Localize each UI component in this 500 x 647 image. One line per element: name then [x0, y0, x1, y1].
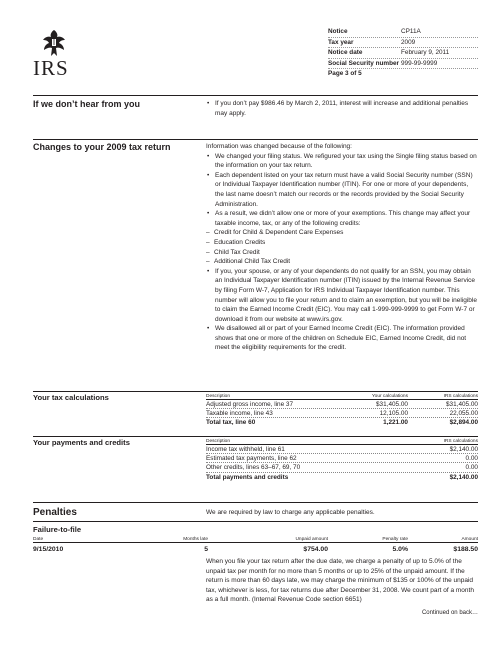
- section-divider: [33, 95, 478, 96]
- bullet-item: • We disallowed all or part of your Earned Income Credit (EIC). The information provided shows that one or more of the children on Schedule EIC, Earned Income Credit, did not meet the eligibility requirements for the credit.: [206, 324, 478, 353]
- section-divider: [33, 502, 478, 503]
- table-total-row: Total tax, line 60 1,221.00 $2,894.00: [206, 419, 478, 427]
- section-title-if-no-response: If we don’t hear from you: [33, 99, 141, 109]
- credit-item: – Additional Child Tax Credit: [206, 257, 478, 267]
- changes-intro: Information was changed because of the following:: [206, 143, 352, 150]
- bullet-item: • If you don’t pay $986.46 by March 2, 2011, interest will increase and additional penalties may apply.: [206, 99, 478, 118]
- section-title-penalties: Penalties: [33, 507, 77, 518]
- penalties-intro: We are required by law to charge any applicable penalties.: [206, 509, 375, 516]
- section-divider: [33, 139, 478, 140]
- irs-logo: [33, 28, 75, 80]
- notice-row: Notice CP11A: [328, 27, 478, 38]
- section-divider: [33, 521, 478, 522]
- continued-note: Continued on back…: [421, 610, 478, 616]
- section-title-changes: Changes to your 2009 tax return: [33, 142, 171, 152]
- table-header: Description IRS calculations: [206, 439, 478, 444]
- if-no-response-body: [206, 99, 478, 118]
- payments-table: [206, 438, 478, 483]
- credit-item: – Child Tax Credit: [206, 248, 478, 258]
- notice-row: Tax year 2009: [328, 38, 478, 49]
- notice-row: Notice date February 9, 2011: [328, 48, 478, 59]
- tax-calculations-table: [206, 393, 478, 428]
- page-number: Page 3 of 5: [328, 70, 362, 77]
- section-title-payments: Your payments and credits: [33, 438, 130, 447]
- table-row: Taxable income, line 43 12,105.00 22,055.00: [206, 410, 478, 418]
- changes-body: [206, 142, 478, 353]
- penalty-row: 9/15/2010 5 $754.00 5.0% $188.50: [33, 546, 478, 553]
- notice-info-box: [328, 27, 478, 79]
- credit-item: – Credit for Child & Dependent Care Expenses: [206, 228, 478, 238]
- bullet-item: • Each dependent listed on your tax return must have a valid Social Security number (SSN) or Individual Taxpayer Identification number (ITIN). For one or more of your dependents, the last name doesn’t match our records or the records provided by the Social Security Administration.: [206, 171, 478, 209]
- bullet-item: • If you, your spouse, or any of your dependents do not qualify for an SSN, you may obtain an Individual Taxpayer Identification number (ITIN) issued by the Internal Revenue Service by filing Form W-7, Application for IRS Individual Taxpayer Identification number. This number will allow you to file your return and to claim an exemption, but you will be ineligible to claim the Earned Income Credit (EIC). You may call 1-999-999-9999 to get Form W-7 or download it from our website at www.irs.gov.: [206, 267, 478, 325]
- penalty-subtitle: Failure-to-file: [33, 525, 82, 534]
- table-row: Income tax withheld, line 61 $2,140.00: [206, 446, 478, 453]
- table-row: Other credits, lines 63–67, 69, 70 0.00: [206, 464, 478, 472]
- section-title-tax-calculations: Your tax calculations: [33, 393, 109, 402]
- table-total-row: Total payments and credits $2,140.00: [206, 473, 478, 481]
- penalty-table-header: Date Months late Unpaid amount Penalty rate Amount: [33, 537, 478, 542]
- credit-item: – Education Credits: [206, 238, 478, 248]
- section-divider: [33, 436, 478, 437]
- table-header: Description Your calculations IRS calculations: [206, 394, 478, 399]
- logo-text: IRS: [33, 56, 69, 80]
- bullet-item: • As a result, we didn’t allow one or more of your exemptions. This change may affect your taxable income, tax, or any of the following credits:: [206, 209, 478, 228]
- eagle-icon: [39, 28, 69, 58]
- table-row: Estimated tax payments, line 62 0.00: [206, 455, 478, 463]
- penalty-explanation: When you file your tax return after the due date, we charge a penalty of up to 5.0% of the unpaid tax per month for no more than 5 months or up to 25% of the unpaid amount. If the return is more than 60 days late, we may charge the minimum of $135 or 100% of the unpaid tax, whichever is less, for tax returns due after December 31, 2008. We count part of a month as a full month. (Internal Revenue Code section 6651): [206, 558, 474, 604]
- section-divider: [33, 391, 478, 392]
- table-row: Adjusted gross income, line 37 $31,405.00 $31,405.00: [206, 401, 478, 408]
- bullet-item: • We changed your filing status. We refigured your tax using the Single filing status based on the information on your tax return.: [206, 152, 478, 171]
- notice-row: Social Security number 999-99-9999: [328, 59, 478, 70]
